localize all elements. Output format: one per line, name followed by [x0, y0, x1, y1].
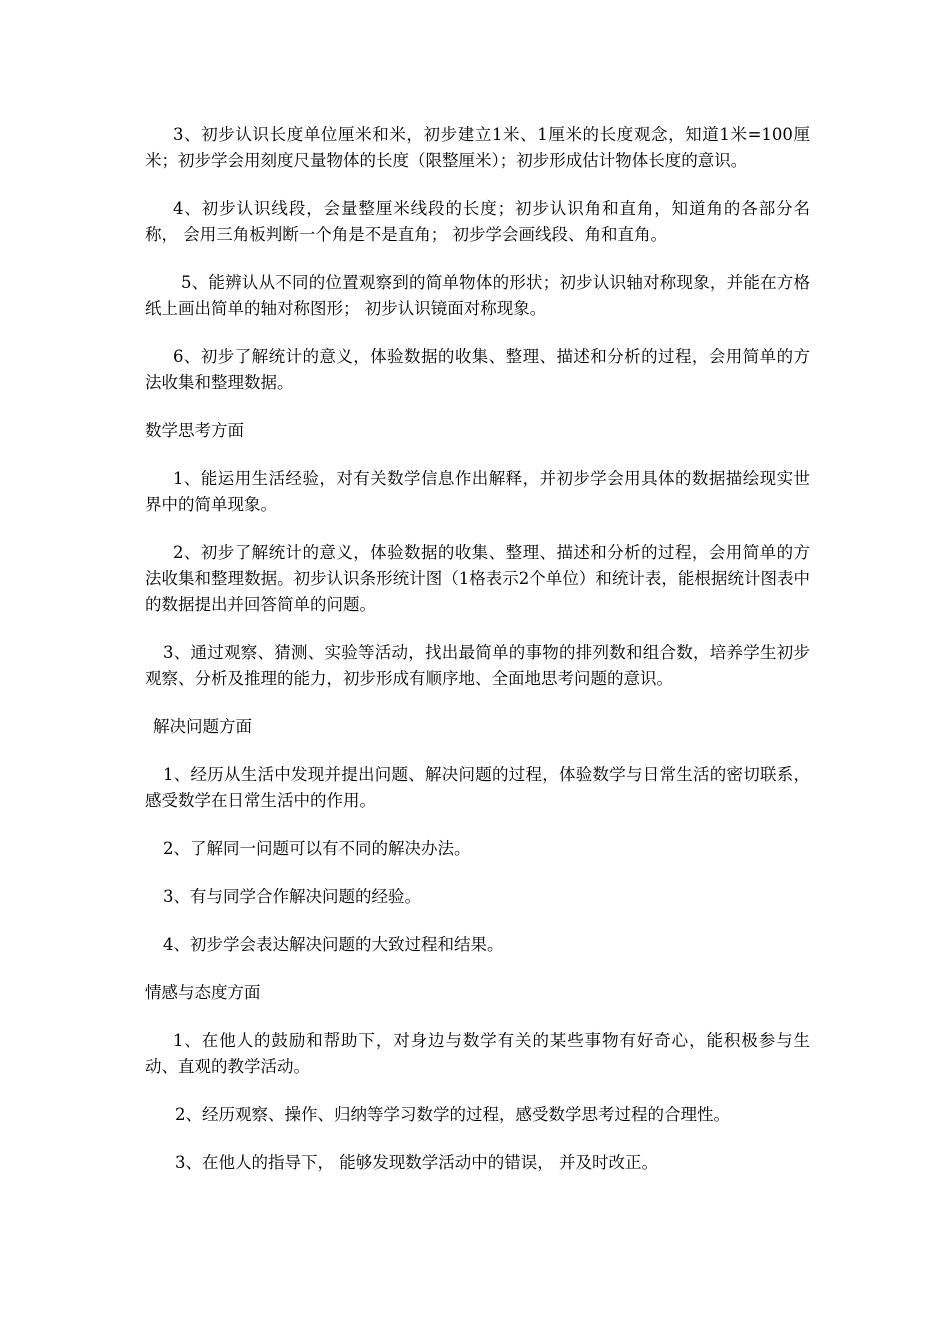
paragraph-statistics-charts: 2、初步了解统计的意义，体验数据的收集、整理、描述和分析的过程，会用简单的方法收集和整理数据。初步认识条形统计图（1格表示2个单位）和统计表，能根据统计图表中的数据提出并回答简单的问题。: [145, 543, 810, 614]
section-heading-problem-solving: 解决问题方面: [153, 717, 252, 736]
paragraph-cooperation: 3、有与同学合作解决问题的经验。: [163, 887, 421, 906]
paragraph-observation-reasoning: 3、通过观察、猜测、实验等活动，找出最简单的事物的排列数和组合数，培养学生初步观察、分析及推理的能力，初步形成有顺序地、全面地思考问题的意识。: [145, 643, 810, 688]
document-body: [145, 122, 810, 1198]
paragraph-length-units: 3、初步认识长度单位厘米和米，初步建立1米、1厘米的长度观念，知道1米=100厘米；初步学会用刻度尺量物体的长度（限整厘米）；初步形成估计物体长度的意识。: [145, 125, 810, 170]
section-heading-emotion-attitude: 情感与态度方面: [145, 983, 261, 1002]
paragraph-correct-errors: 3、在他人的指导下， 能够发现数学活动中的错误， 并及时改正。: [175, 1153, 658, 1172]
paragraph-curiosity: 1、在他人的鼓励和帮助下，对身边与数学有关的某些事物有好奇心，能积极参与生动、直观的教学活动。: [145, 1031, 810, 1076]
paragraph-express-process: 4、初步学会表达解决问题的大致过程和结果。: [163, 935, 504, 954]
paragraph-life-experience: 1、能运用生活经验，对有关数学信息作出解释，并初步学会用具体的数据描绘现实世界中的简单现象。: [145, 469, 810, 514]
paragraph-statistics-intro: 6、初步了解统计的意义，体验数据的收集、整理、描述和分析的过程，会用简单的方法收集和整理数据。: [145, 347, 810, 392]
paragraph-line-segments-angles: 4、初步认识线段，会量整厘米线段的长度；初步认识角和直角，知道角的各部分名称， 会用三角板判断一个角是不是直角； 初步学会画线段、角和直角。: [145, 199, 810, 244]
paragraph-reasonableness: 2、经历观察、操作、归纳等学习数学的过程，感受数学思考过程的合理性。: [175, 1105, 730, 1124]
paragraph-observing-shapes: 5、能辨认从不同的位置观察到的简单物体的形状；初步认识轴对称现象，并能在方格纸上画出简单的轴对称图形； 初步认识镜面对称现象。: [145, 273, 810, 318]
section-heading-math-thinking: 数学思考方面: [145, 421, 244, 440]
paragraph-different-solutions: 2、了解同一问题可以有不同的解决办法。: [163, 839, 471, 858]
paragraph-problem-process: 1、经历从生活中发现并提出问题、解决问题的过程，体验数学与日常生活的密切联系， 感受数学在日常生活中的作用。: [145, 765, 810, 810]
